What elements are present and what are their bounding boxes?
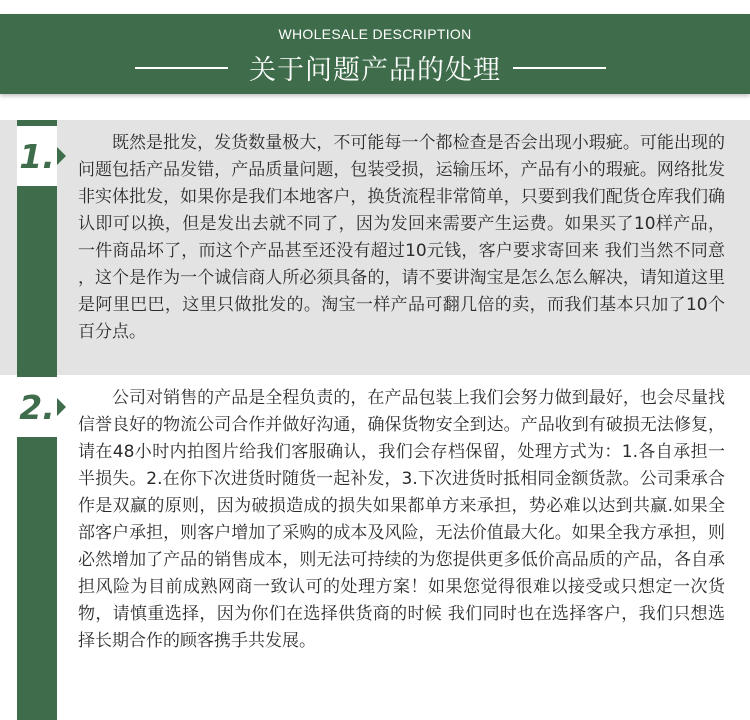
section-2 <box>0 375 750 720</box>
title-divider-right <box>513 67 606 69</box>
section-1-number: 1. <box>19 136 55 176</box>
section-1-arrow-icon <box>57 147 66 165</box>
section-2-number: 2. <box>19 387 55 427</box>
header-subtitle: WHOLESALE DESCRIPTION <box>278 26 472 42</box>
section-1-text: 既然是批发，发货数量极大，不可能每一个都检查是否会出现小瑕疵。可能出现的问题包括产品发错，产品质量问题，包装受损，运输压坏，产品有小的瑕疵。网络批发非实体批发，如果你是我们本地客户，换货流程非常简单，只要到我们配货仓库我们确认即可以换，但是发出去就不同了，因为发回来需要产生运费。如果买了10样产品，一件商品坏了，而这个产品甚至还没有超过10元钱，客户要求寄回来 我们当然不同意 ，这个是作为一个诚信商人所必须具备的，请不要讲淘宝是怎么怎么解决，请知道这里是阿里巴巴，这里只做批发的。淘宝一样产品可翻几倍的卖，而我们基本只加了10个百分点。 <box>78 133 725 342</box>
section-1 <box>0 120 750 375</box>
section-1-number-box <box>17 126 57 186</box>
header-banner <box>0 14 750 94</box>
header-title: 关于问题产品的处理 <box>249 55 501 86</box>
section-2-number-box <box>17 377 57 437</box>
section-2-text: 公司对销售的产品是全程负责的，在产品包装上我们会努力做到最好，也会尽量找信誉良好的物流公司合作并做好沟通，确保货物安全到达。产品收到有破损无法修复，请在48小时内拍图片给我们客服确认，我们会存档保留，处理方式为：1.各自承担一半损失。2.在你下次进货时随货一起补发，3.下次进货时抵相同金额货款。公司秉承合作是双赢的原则，因为破损造成的损失如果都单方来承担，势必难以达到共赢.如果全部客户承担，则客户增加了采购的成本及风险，无法价值最大化。如果全我方承担，则必然增加了产品的销售成本，则无法可持续的为您提供更多低价高品质的产品，各自承担风险为目前成熟网商一致认可的处理方案！如果您觉得很难以接受或只想定一次货物，请慎重选择，因为你们在选择供货商的时候 我们同时也在选择客户，我们只想选择长期合作的顾客携手共发展。 <box>78 388 725 651</box>
section-2-arrow-icon <box>57 398 66 416</box>
